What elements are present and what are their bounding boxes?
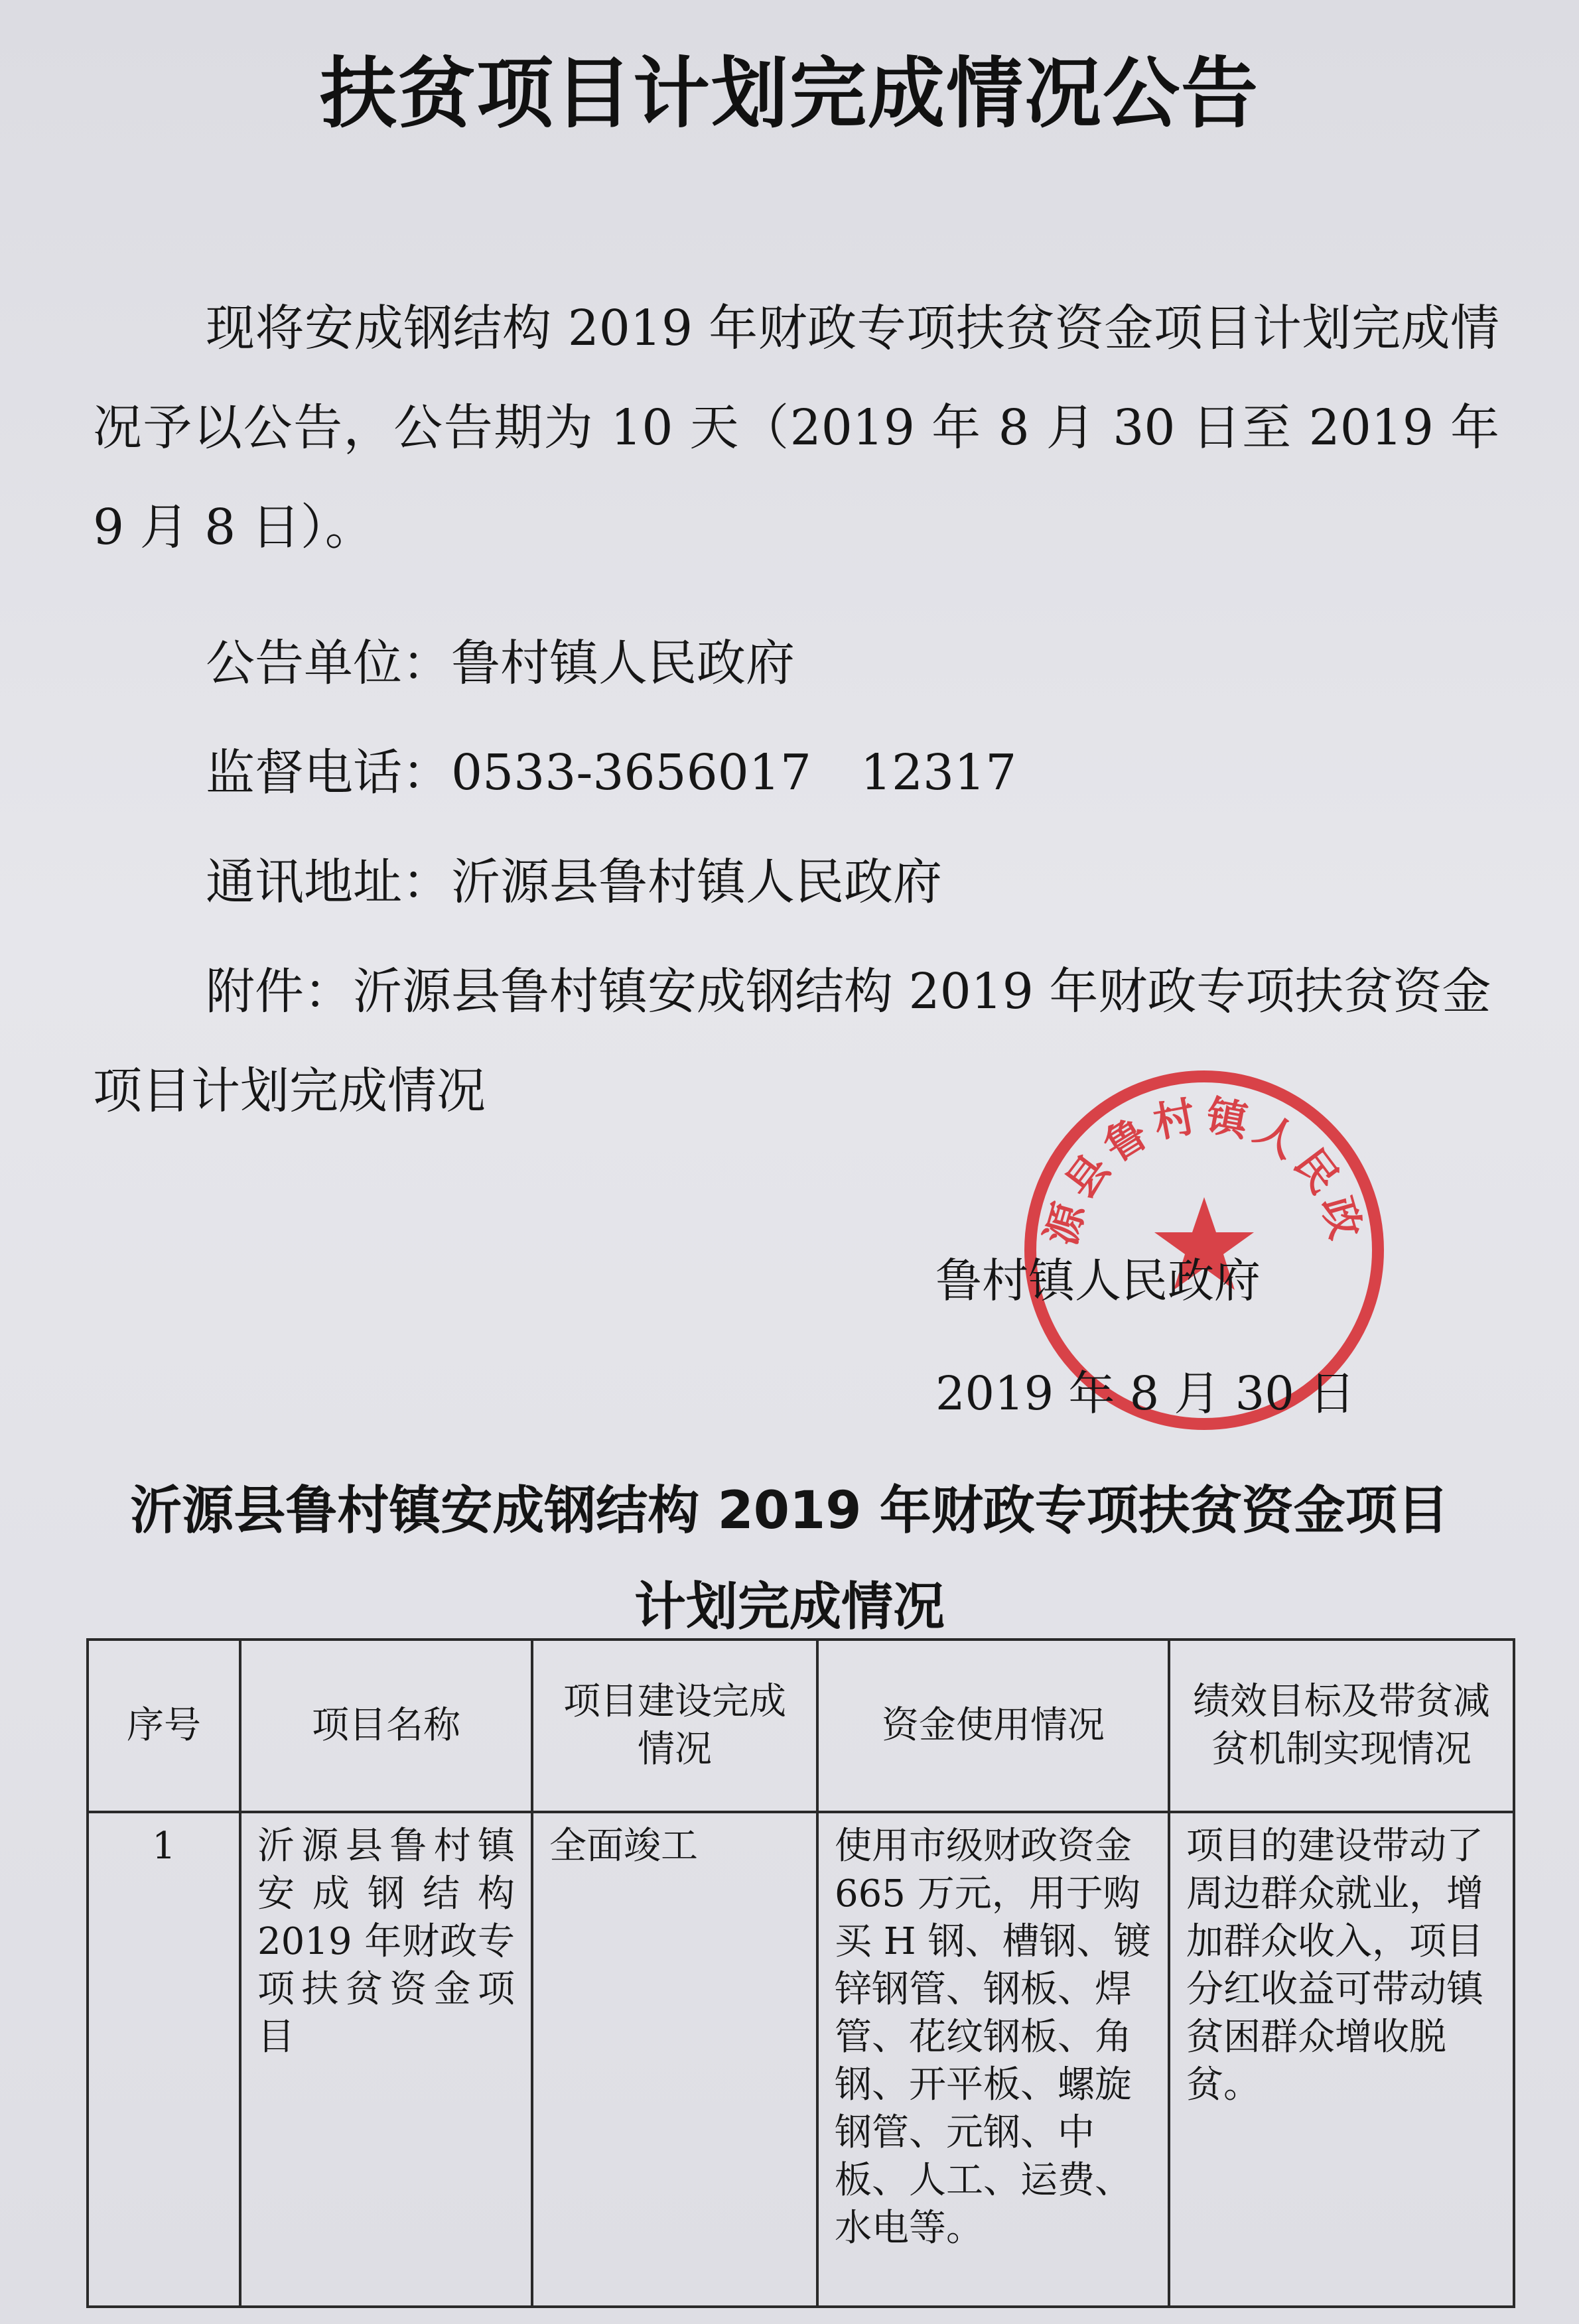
- table-header-row: [88, 1640, 1514, 1812]
- seal-text: 源县鲁村镇人民政: [1036, 1090, 1373, 1251]
- svg-text:沂源县鲁村镇人民政府: [1015, 1061, 1372, 1250]
- signature-unit: 鲁村镇人民政府: [935, 1254, 1261, 1308]
- header-index: 序号: [88, 1640, 240, 1812]
- supervision-phone: 监督电话：0533-3656017 12317: [206, 744, 1017, 801]
- row-funds: 使用市级财政资金 665 万元，用于购买 H 钢、槽钢、镀锌钢管、钢板、焊管、花纹钢板、角钢、开平板、螺旋钢管、元钢、中板、人工、运费、水电等。: [817, 1812, 1169, 2307]
- notice-title: 扶贫项目计划完成情况公告: [320, 49, 1259, 139]
- header-name: 项目名称: [240, 1640, 532, 1812]
- table-row: [88, 1812, 1514, 2307]
- table-title-line1: 沂源县鲁村镇安成钢结构 2019 年财政专项扶贫资金项目: [130, 1481, 1449, 1541]
- attachment-note: 附件：沂源县鲁村镇安成钢结构 2019 年财政专项扶贫资金项目计划完成情况: [93, 963, 1491, 1120]
- table-title-line2: 计划完成情况: [634, 1577, 945, 1637]
- header-funds: 资金使用情况: [817, 1640, 1169, 1812]
- row-project-name: 沂源县鲁村镇安成钢结构 2019 年财政专项扶贫资金项目: [240, 1812, 532, 2307]
- header-status: 项目建设完成情况: [532, 1640, 817, 1812]
- signature-date: 2019 年 8 月 30 日: [935, 1366, 1356, 1421]
- notice-unit: 公告单位：鲁村镇人民政府: [206, 635, 795, 692]
- row-status: 全面竣工: [532, 1812, 817, 2307]
- row-performance: 项目的建设带动了周边群众就业，增加群众收入，项目分红收益可带动镇贫困群众增收脱贫。: [1169, 1812, 1514, 2307]
- mailing-address: 通讯地址：沂源县鲁村镇人民政府: [206, 854, 942, 911]
- project-table: [86, 1638, 1515, 2308]
- header-performance: 绩效目标及带贫减贫机制实现情况: [1169, 1640, 1514, 1812]
- row-index: 1: [88, 1812, 240, 2307]
- notice-paragraph: 现将安成钢结构 2019 年财政专项扶贫资金项目计划完成情况予以公告，公告期为 10 天（2019 年 8 月 30 日至 2019 年 9 月 8 日）。: [93, 300, 1499, 556]
